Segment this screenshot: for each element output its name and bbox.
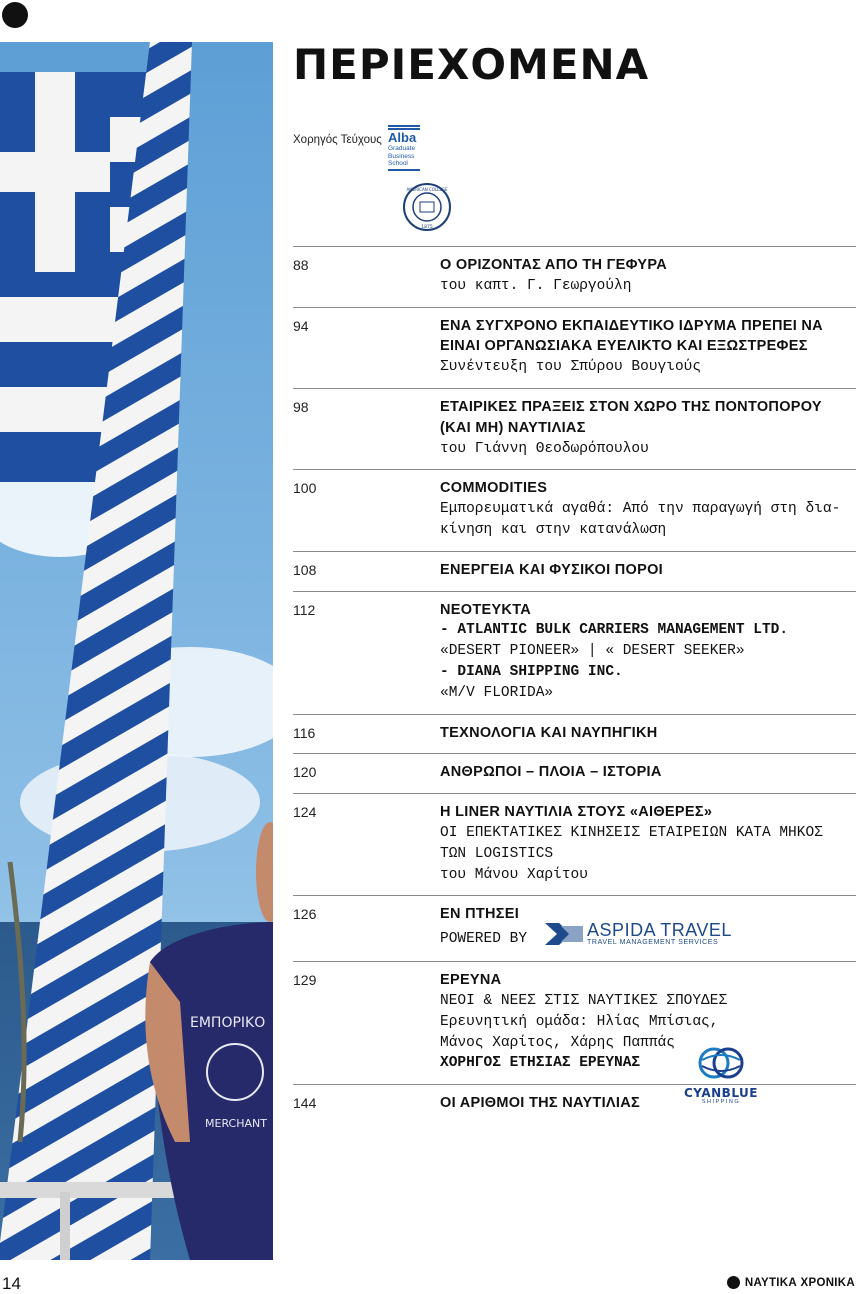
toc-subtitle: «M/V FLORIDA» bbox=[440, 684, 554, 701]
toc-page-number: 88 bbox=[293, 257, 309, 273]
toc-subtitle: του καπτ. Γ. Γεωργούλη bbox=[440, 277, 632, 294]
toc-heading: ΕΝΑ ΣΥΓΧΡΟΝΟ ΕΚΠΑΙΔΕΥΤΙΚΟ ΙΔΡΥΜΑ ΠΡΕΠΕΙ ΝΑ bbox=[440, 317, 823, 334]
alba-logo: Alba Graduate Business School bbox=[388, 124, 432, 172]
toc-subtitle: ΟΙ ΕΠΕΚΤΑΤΙΚΕΣ ΚΙΝΗΣΕΙΣ ΕΤΑΙΡΕΙΩΝ ΚΑΤΑ ΜΗΚΟΣ bbox=[440, 824, 823, 841]
toc-entry[interactable] bbox=[293, 753, 856, 793]
footer-page-number: 14 bbox=[2, 1274, 21, 1293]
toc-heading: ΑΝΘΡΩΠΟΙ – ΠΛΟΙΑ – ΙΣΤΟΡΙΑ bbox=[440, 764, 662, 781]
toc-heading: ΤΕΧΝΟΛΟΓΙΑ ΚΑΙ ΝΑΥΠΗΓΙΚΗ bbox=[440, 724, 658, 741]
toc-page-number: 112 bbox=[293, 601, 316, 618]
toc-heading: ΕΝ ΠΤΗΣΕΙ bbox=[440, 906, 520, 923]
toc-entry[interactable] bbox=[293, 307, 856, 388]
svg-text:ΕΜΠΟΡΙΚΟ: ΕΜΠΟΡΙΚΟ bbox=[190, 1015, 266, 1031]
toc-subtitle: ΤΩΝ LOGISTICS bbox=[440, 845, 554, 862]
toc-heading: ΕΙΝΑΙ ΟΡΓΑΝΩΣΙΑΚΑ ΕΥΕΛΙΚΤΟ ΚΑΙ ΕΞΩΣΤΡΕΦΕΣ bbox=[440, 338, 808, 355]
toc-entry[interactable] bbox=[293, 591, 856, 714]
cyanblue-logo: CYANBLUE SHIPPING bbox=[671, 1046, 771, 1105]
cyanblue-rings-icon bbox=[696, 1046, 746, 1080]
toc-page-number: 129 bbox=[293, 972, 317, 989]
toc-subtitle: Εμπορευματικά αγαθά: Από την παραγωγή στη δια- bbox=[440, 501, 841, 518]
toc-page-number: 98 bbox=[293, 398, 309, 415]
publication-logo-icon bbox=[2, 2, 28, 28]
sponsor-logos bbox=[382, 124, 477, 234]
issue-sponsor-label: Χορηγός Τεύχους bbox=[293, 134, 382, 146]
toc-entry[interactable] bbox=[293, 469, 856, 550]
toc-subtitle: «DESERT PIONEER» | « DESERT SEEKER» bbox=[440, 643, 745, 660]
svg-text:AMERICAN COLLEGE: AMERICAN COLLEGE bbox=[406, 187, 448, 192]
footer-brand: ΝΑΥΤΙΚΑ ΧΡΟΝΙΚΑ bbox=[727, 1276, 855, 1289]
toc-heading: COMMODITIES bbox=[440, 480, 548, 497]
toc-page-number: 94 bbox=[293, 317, 309, 334]
brand-logo-icon bbox=[727, 1276, 740, 1289]
toc-heading: ΕΤΑΙΡΙΚΕΣ ΠΡΑΞΕΙΣ ΣΤΟΝ ΧΩΡΟ ΤΗΣ ΠΟΝΤΟΠΟΡΟΥ bbox=[440, 398, 822, 415]
toc-subtitle: Ερευνητική ομάδα: Ηλίας Μπίσιας, bbox=[440, 1013, 719, 1030]
toc-subtitle: - ATLANTIC BULK CARRIERS MANAGEMENT LTD. bbox=[440, 622, 789, 639]
aspida-travel-logo: ASPIDA TRAVEL TRAVEL MANAGEMENT SERVICES bbox=[545, 921, 732, 947]
toc-subtitle: ΧΟΡΗΓΟΣ ΕΤΗΣΙΑΣ ΕΡΕΥΝΑΣ bbox=[440, 1055, 641, 1072]
toc-subtitle: κίνηση και στην κατανάλωση bbox=[440, 521, 667, 538]
toc-heading: ΟΙ ΑΡΙΘΜΟΙ ΤΗΣ ΝΑΥΤΙΛΙΑΣ bbox=[440, 1095, 640, 1112]
toc-subtitle: Συνέντευξη του Σπύρου Βουγιούς bbox=[440, 359, 702, 376]
toc-page-number: 120 bbox=[293, 764, 317, 781]
aspida-chevron-icon bbox=[545, 923, 583, 945]
toc-subtitle: του Γιάννη Θεοδωρόπουλου bbox=[440, 440, 649, 457]
cover-photo bbox=[0, 42, 273, 1260]
toc-entry[interactable] bbox=[293, 895, 856, 961]
toc-entry[interactable] bbox=[293, 551, 856, 591]
toc-heading: (ΚΑΙ ΜΗ) ΝΑΥΤΙΛΙΑΣ bbox=[440, 419, 586, 436]
toc-subtitle: Μάνος Χαρίτος, Χάρης Παππάς bbox=[440, 1034, 675, 1051]
toc-entry[interactable] bbox=[293, 246, 856, 307]
toc-page-number: 124 bbox=[293, 804, 317, 821]
toc-page-number: 116 bbox=[293, 724, 316, 741]
svg-text:1875: 1875 bbox=[421, 225, 433, 230]
toc-subtitle: ΝΕΟΙ & ΝΕΕΣ ΣΤΙΣ ΝΑΥΤΙΚΕΣ ΣΠΟΥΔΕΣ bbox=[440, 992, 728, 1009]
toc-heading: ΝΕΟΤΕΥΚΤΑ bbox=[440, 601, 532, 618]
table-of-contents bbox=[293, 246, 856, 1124]
toc-subtitle: του Μάνου Χαρίτου bbox=[440, 866, 588, 883]
toc-entry[interactable] bbox=[293, 1084, 856, 1124]
toc-page-number: 100 bbox=[293, 480, 317, 497]
page-title: ΠΕΡΙΕΧΟΜΕΝΑ bbox=[293, 40, 650, 89]
powered-by-label: POWERED BY bbox=[440, 930, 528, 947]
toc-page-number: 126 bbox=[293, 906, 317, 923]
toc-entry[interactable] bbox=[293, 793, 856, 895]
toc-heading: ΕΝΕΡΓΕΙΑ ΚΑΙ ΦΥΣΙΚΟΙ ΠΟΡΟΙ bbox=[440, 561, 663, 578]
toc-heading: Ο ΟΡΙΖΟΝΤΑΣ ΑΠΟ ΤΗ ΓΕΦΥΡΑ bbox=[440, 257, 668, 273]
toc-subtitle: - DIANA SHIPPING INC. bbox=[440, 663, 623, 680]
toc-heading: ΕΡΕΥΝΑ bbox=[440, 972, 502, 989]
toc-entry[interactable] bbox=[293, 714, 856, 754]
acg-seal-icon bbox=[402, 182, 452, 232]
svg-text:MERCHANT: MERCHANT bbox=[205, 1117, 267, 1130]
toc-entry[interactable] bbox=[293, 388, 856, 469]
toc-heading: Η LINER ΝΑΥΤΙΛΙΑ ΣΤΟΥΣ «ΑΙΘΕΡΕΣ» bbox=[440, 804, 713, 821]
toc-page-number: 144 bbox=[293, 1095, 317, 1112]
toc-page-number: 108 bbox=[293, 561, 317, 578]
